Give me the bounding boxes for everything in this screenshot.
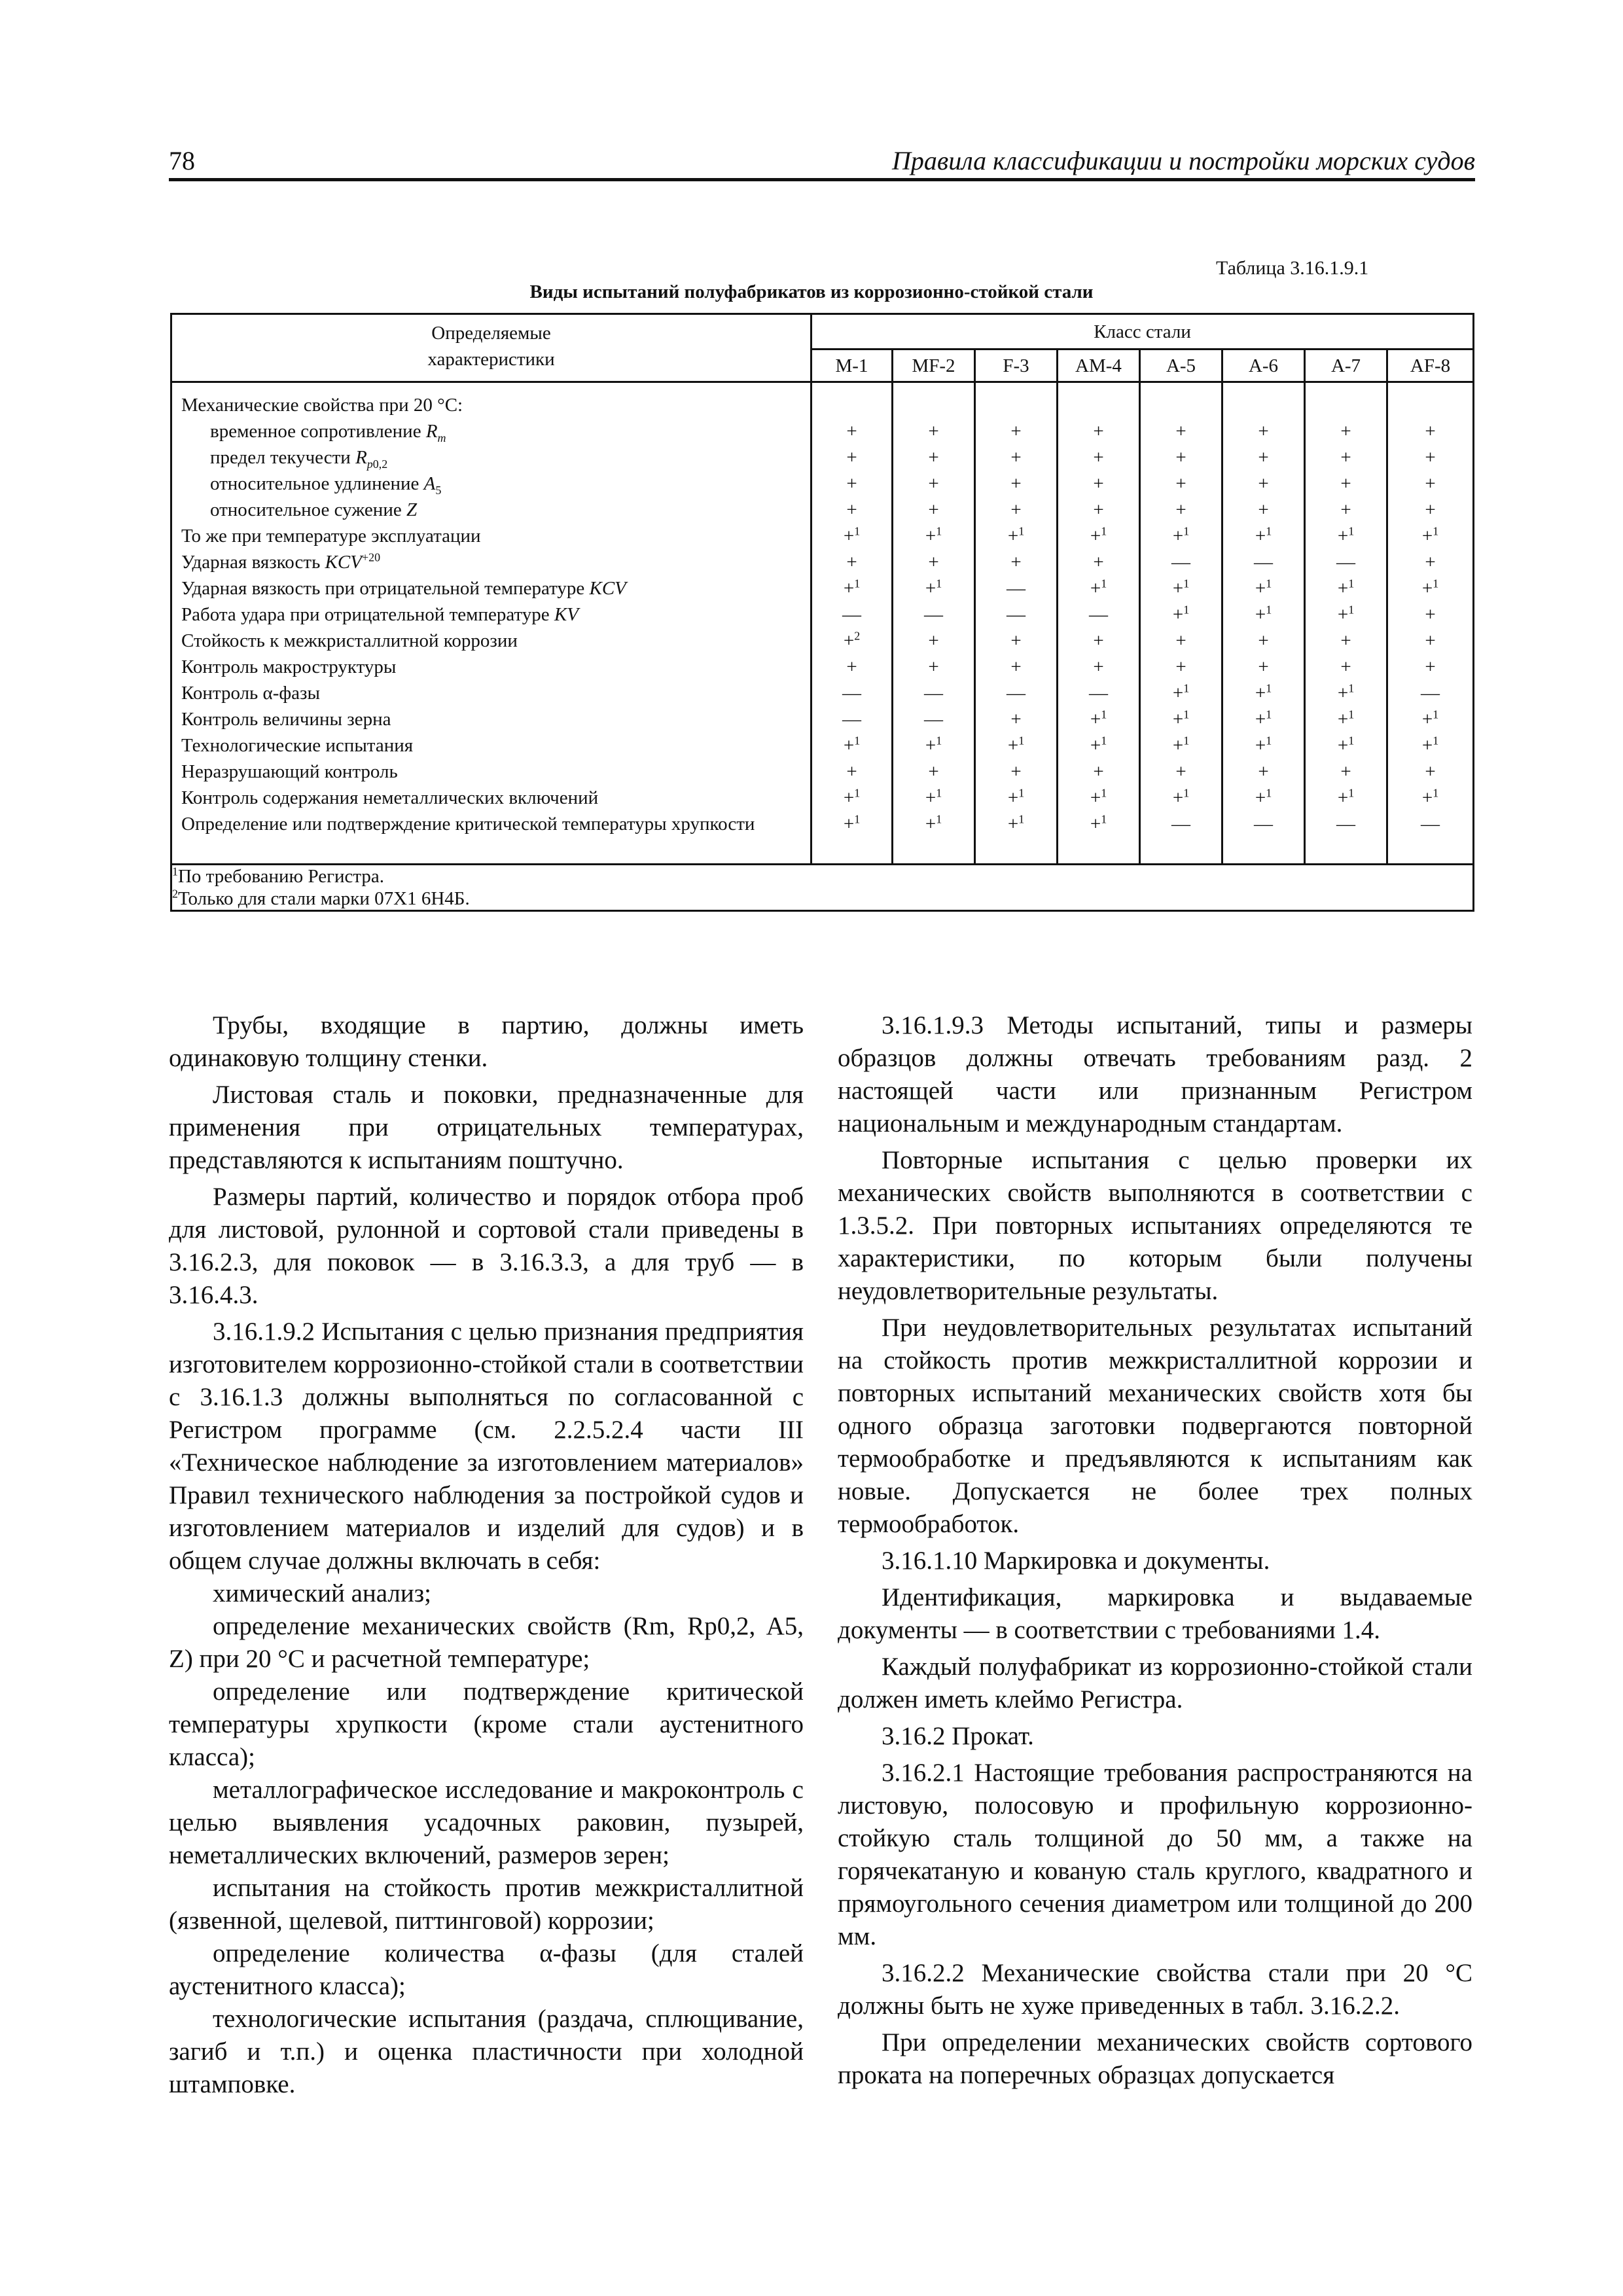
running-title: Правила классификации и постройки морских судов [891, 146, 1475, 175]
class-value: — [1007, 683, 1026, 704]
body-paragraph: Трубы, входящие в партию, должны иметь одинаковую толщину стенки. [169, 1011, 804, 1072]
class-value: +$^1$ [1337, 708, 1355, 730]
characteristic-label: Работа удара при отрицательной температуре KV [181, 604, 579, 625]
table-notes [171, 865, 1474, 911]
class-value: + [846, 421, 857, 442]
class-header: М-1 [812, 350, 893, 382]
body-paragraph: Размеры партий, количество и порядок отбора проб для листовой, рулонной и сортовой стали приведены в 3.16.2.3, для поковок — в 3.16.3.3, а для труб — в 3.16.4.3. [169, 1183, 804, 1309]
class-value: + [846, 552, 857, 573]
class-column [1058, 382, 1140, 865]
class-value: + [1010, 761, 1022, 782]
class-column [1222, 382, 1305, 865]
class-value: +$^1$ [1090, 786, 1107, 808]
class-value: +$^1$ [1421, 577, 1439, 599]
class-column [893, 382, 975, 865]
class-value: + [928, 656, 939, 677]
class-value: + [1093, 761, 1104, 782]
body-paragraph: 3.16.1.9.3 Методы испытаний, типы и размеры образцов должны отвечать требованиям разд. 2 настоящей части или признанным Регистром национальным и международным стандартам. [838, 1011, 1472, 1138]
class-value: + [846, 656, 857, 677]
class-value: +$^1$ [1421, 786, 1439, 808]
header-steel-class: Класс стали [812, 314, 1474, 350]
characteristic-label: временное сопротивление $R_m$ [210, 421, 446, 444]
class-value: — [1171, 814, 1190, 834]
class-value: + [1093, 473, 1104, 494]
class-value: +$^2$ [843, 629, 861, 651]
table-number: Таблица 3.16.1.9.1 [1216, 257, 1369, 279]
class-value: +$^1$ [1090, 734, 1107, 756]
class-column [812, 382, 893, 865]
class-value: + [1093, 630, 1104, 651]
class-value: + [1093, 421, 1104, 442]
class-value: +$^1$ [1172, 734, 1190, 756]
class-value: — [1007, 578, 1026, 599]
header-characteristics: Определяемые характеристики [171, 314, 812, 382]
class-value: + [846, 473, 857, 494]
body-paragraph: При определении механических свойств сортового проката на поперечных образцах допускается [838, 2028, 1472, 2089]
class-value: +$^1$ [1090, 812, 1107, 834]
body-paragraph: определение механических свойств (Rm, Rp0,2, A5, Z) при 20 °С и расчетной температуре; [169, 1612, 804, 1673]
table-caption: Виды испытаний полуфабрикатов из коррозионно-стойкой стали [529, 281, 1094, 302]
class-value: — [1254, 552, 1273, 573]
class-value: +$^1$ [1172, 681, 1190, 704]
characteristic-label: Неразрушающий контроль [181, 761, 398, 782]
class-value: +$^1$ [925, 577, 942, 599]
class-value: +$^1$ [1337, 734, 1355, 756]
class-value: +$^1$ [1421, 708, 1439, 730]
class-value: +$^1$ [1255, 681, 1272, 704]
class-value: + [928, 447, 939, 468]
class-value: +$^1$ [1255, 786, 1272, 808]
class-value: + [1010, 552, 1022, 573]
class-value: +$^1$ [925, 524, 942, 547]
class-value: +$^1$ [1172, 708, 1190, 730]
class-value: + [1425, 552, 1436, 573]
class-value: +$^1$ [1337, 603, 1355, 625]
class-value: — [924, 709, 943, 730]
class-value: +$^1$ [1255, 734, 1272, 756]
class-header: А-5 [1140, 350, 1222, 382]
characteristic-label: То же при температуре эксплуатации [181, 526, 481, 547]
class-value: +$^1$ [1172, 524, 1190, 547]
class-value: +$^1$ [925, 812, 942, 834]
class-value: +$^1$ [843, 786, 861, 808]
class-header: F-3 [975, 350, 1058, 382]
class-value: +$^1$ [843, 577, 861, 599]
class-value: + [1258, 630, 1269, 651]
class-value: + [1010, 656, 1022, 677]
tests-table [170, 313, 1474, 912]
class-value: + [1175, 499, 1186, 520]
class-column [1305, 382, 1387, 865]
class-value: + [1258, 656, 1269, 677]
class-value [1223, 392, 1304, 418]
class-value [893, 392, 974, 418]
class-value: +$^1$ [1337, 681, 1355, 704]
class-value: +$^1$ [1172, 603, 1190, 625]
class-value: + [1258, 473, 1269, 494]
characteristic-label: Ударная вязкость $KCV^{+20}$ [181, 550, 381, 573]
class-value: + [1425, 473, 1436, 494]
class-value: +$^1$ [1007, 812, 1025, 834]
right-column [838, 1009, 1472, 2092]
class-header: АМ-4 [1058, 350, 1140, 382]
class-value: — [842, 604, 861, 625]
class-value: + [1175, 761, 1186, 782]
characteristic-label: Технологические испытания [181, 735, 414, 756]
body-paragraph: определение или подтверждение критической температуры хрупкости (кроме стали аустенитного класса); [169, 1677, 804, 1771]
class-value: +$^1$ [1172, 577, 1190, 599]
class-value [1141, 392, 1221, 418]
class-value: — [1007, 604, 1026, 625]
body-paragraph: технологические испытания (раздача, сплющивание, загиб и т.п.) и оценка пластичности при холодной штамповке. [169, 2005, 804, 2098]
characteristic-label: Механические свойства при 20 °С: [181, 395, 463, 416]
class-header: А-6 [1222, 350, 1305, 382]
class-value: + [928, 761, 939, 782]
class-value: + [1010, 421, 1022, 442]
class-value: +$^1$ [1421, 524, 1439, 547]
body-paragraph: испытания на стойкость против межкристаллитной (язвенной, щелевой, питтинговой) коррозии; [169, 1874, 804, 1935]
body-paragraph: химический анализ; [213, 1579, 431, 1607]
class-value: +$^1$ [843, 812, 861, 834]
class-value: + [928, 630, 939, 651]
class-header: А-7 [1305, 350, 1387, 382]
class-value: + [1340, 447, 1351, 468]
class-value: + [1258, 499, 1269, 520]
class-value: + [1175, 421, 1186, 442]
class-value: — [1089, 683, 1108, 704]
characteristic-label: Ударная вязкость при отрицательной температуре KCV [181, 578, 626, 599]
class-value [1058, 392, 1139, 418]
class-value [1306, 392, 1386, 418]
class-value: +$^1$ [1337, 577, 1355, 599]
body-paragraph: определение количества α-фазы (для сталей аустенитного класса); [169, 1939, 804, 2000]
class-value: + [1175, 473, 1186, 494]
class-value: + [1010, 447, 1022, 468]
class-value: +$^1$ [1090, 708, 1107, 730]
body-paragraph: При неудовлетворительных результатах испытаний на стойкость против межкристаллитной коррозии и повторных испытаний механических свойств хотя бы одного образца заготовки подвергаются повторной термообработке и предъявляются к испытаниям как новые. Допускается не более трех полных термообработок. [838, 1314, 1472, 1538]
body-paragraph: 3.16.1.10 Маркировка и документы. [882, 1547, 1270, 1575]
class-value: +$^1$ [1007, 786, 1025, 808]
body-paragraph: металлографическое исследование и макроконтроль с целью выявления усадочных раковин, пузырей, неметаллических включений, размеров зерен; [169, 1776, 804, 1869]
class-value: + [846, 761, 857, 782]
class-value: + [846, 499, 857, 520]
class-value: +$^1$ [1337, 524, 1355, 547]
body-paragraph: Каждый полуфабрикат из коррозионно-стойкой стали должен иметь клеймо Регистра. [838, 1653, 1472, 1713]
body-paragraph: 3.16.1.9.2 Испытания с целью признания предприятия изготовителем коррозионно-стойкой стали в соответствии с 3.16.1.3 должны выполняться по согласованной с Регистром программе (см. 2.2.5.2.4 части III «Техническое наблюдение за изготовлением материалов» Правил технического наблюдения за постройкой судов и изготовлением материалов и изделий для судов) и в общем случае должны включать в себя: [169, 1318, 804, 1575]
note-1: $^1$По требованию Регистра. [172, 865, 385, 887]
body-paragraph: 3.16.2 Прокат. [882, 1722, 1034, 1750]
characteristic-label: относительное удлинение $A_5$ [210, 473, 442, 497]
class-value: +$^1$ [1421, 734, 1439, 756]
class-value: +$^1$ [1007, 734, 1025, 756]
header-rule [169, 178, 1475, 181]
class-value: — [1421, 814, 1440, 834]
class-value [1388, 392, 1472, 418]
characteristics-column [171, 382, 812, 865]
class-value: +$^1$ [925, 786, 942, 808]
class-value: + [1340, 421, 1351, 442]
characteristic-label: Контроль α-фазы [181, 683, 320, 704]
class-value: — [842, 709, 861, 730]
body-paragraph: 3.16.2.2 Механические свойства стали при 20 °С должны быть не хуже приведенных в табл. 3.16.2.2. [838, 1959, 1472, 2020]
note-2: $^2$Только для стали марки 07Х1 6Н4Б. [172, 887, 470, 909]
class-value: — [1336, 814, 1355, 834]
class-value: +$^1$ [843, 734, 861, 756]
class-value: + [1425, 421, 1436, 442]
left-column [169, 1009, 804, 2101]
class-value: + [1340, 656, 1351, 677]
class-value: — [1089, 604, 1108, 625]
class-value: +$^1$ [843, 524, 861, 547]
characteristic-label: Определение или подтверждение критической температуры хрупкости [181, 814, 755, 834]
characteristic-label: Контроль содержания неметаллических включений [181, 787, 599, 808]
class-value: — [1254, 814, 1273, 834]
class-value: + [1093, 656, 1104, 677]
characteristic-label: относительное сужение Z [210, 499, 418, 520]
class-value: +$^1$ [1090, 524, 1107, 547]
class-value: — [924, 683, 943, 704]
characteristic-label: Контроль макроструктуры [181, 656, 397, 677]
class-value: + [1175, 447, 1186, 468]
body-paragraph: Листовая сталь и поковки, предназначенные для применения при отрицательных температурах, представляются к испытаниям поштучно. [169, 1081, 804, 1174]
class-value: +$^1$ [1255, 524, 1272, 547]
characteristic-label: предел текучести $R_{p0,2}$ [210, 447, 388, 471]
class-value: + [1340, 499, 1351, 520]
class-value: +$^1$ [1172, 786, 1190, 808]
class-value: + [928, 421, 939, 442]
class-value: +$^1$ [1007, 524, 1025, 547]
page-number: 78 [169, 146, 195, 175]
class-value: + [1010, 630, 1022, 651]
characteristic-label: Контроль величины зерна [181, 709, 391, 730]
class-value: +$^1$ [925, 734, 942, 756]
class-value: + [928, 473, 939, 494]
class-header: AF-8 [1387, 350, 1474, 382]
class-value: +$^1$ [1255, 603, 1272, 625]
class-value: — [924, 604, 943, 625]
class-value: +$^1$ [1255, 577, 1272, 599]
class-value: + [928, 552, 939, 573]
characteristic-label: Стойкость к межкристаллитной коррозии [181, 630, 518, 651]
class-column [1140, 382, 1222, 865]
class-value: + [1425, 499, 1436, 520]
class-value: +$^1$ [1090, 577, 1107, 599]
class-value: + [1258, 447, 1269, 468]
class-value: + [1093, 499, 1104, 520]
class-value: + [1175, 630, 1186, 651]
body-paragraph: Идентификация, маркировка и выдаваемые документы — в соответствии с требованиями 1.4. [838, 1583, 1472, 1644]
class-value: — [1421, 683, 1440, 704]
class-value: + [1425, 447, 1436, 468]
class-value: + [1093, 447, 1104, 468]
class-value: + [1258, 761, 1269, 782]
class-value: + [1258, 421, 1269, 442]
class-value: +$^1$ [1255, 708, 1272, 730]
class-value: + [1010, 473, 1022, 494]
class-value: + [928, 499, 939, 520]
class-value: + [1425, 656, 1436, 677]
class-value: — [1336, 552, 1355, 573]
class-value: + [1093, 552, 1104, 573]
class-value: +$^1$ [1337, 786, 1355, 808]
class-value [976, 392, 1056, 418]
class-header: MF-2 [893, 350, 975, 382]
class-value: + [1425, 630, 1436, 651]
class-value [812, 392, 891, 418]
body-paragraph: Повторные испытания с целью проверки их механических свойств выполняются в соответствии с 1.3.5.2. При повторных испытаниях определяются те характеристики, по которым были получены неудовлетворительные результаты. [838, 1146, 1472, 1305]
class-value: + [846, 447, 857, 468]
class-value: + [1175, 656, 1186, 677]
class-value: + [1340, 761, 1351, 782]
class-value: + [1010, 709, 1022, 730]
class-value: — [842, 683, 861, 704]
class-value: + [1340, 630, 1351, 651]
class-column [975, 382, 1058, 865]
class-value: + [1340, 473, 1351, 494]
body-paragraph: 3.16.2.1 Настоящие требования распространяются на листовую, полосовую и профильную коррозионно-стойкую сталь толщиной до 50 мм, а также на горячекатаную и кованую сталь круглого, квадратного и прямоугольного сечения диаметром или толщиной до 200 мм. [838, 1759, 1472, 1950]
class-column [1387, 382, 1474, 865]
class-value: + [1425, 761, 1436, 782]
class-value: — [1171, 552, 1190, 573]
class-value: + [1425, 604, 1436, 625]
class-value: + [1010, 499, 1022, 520]
